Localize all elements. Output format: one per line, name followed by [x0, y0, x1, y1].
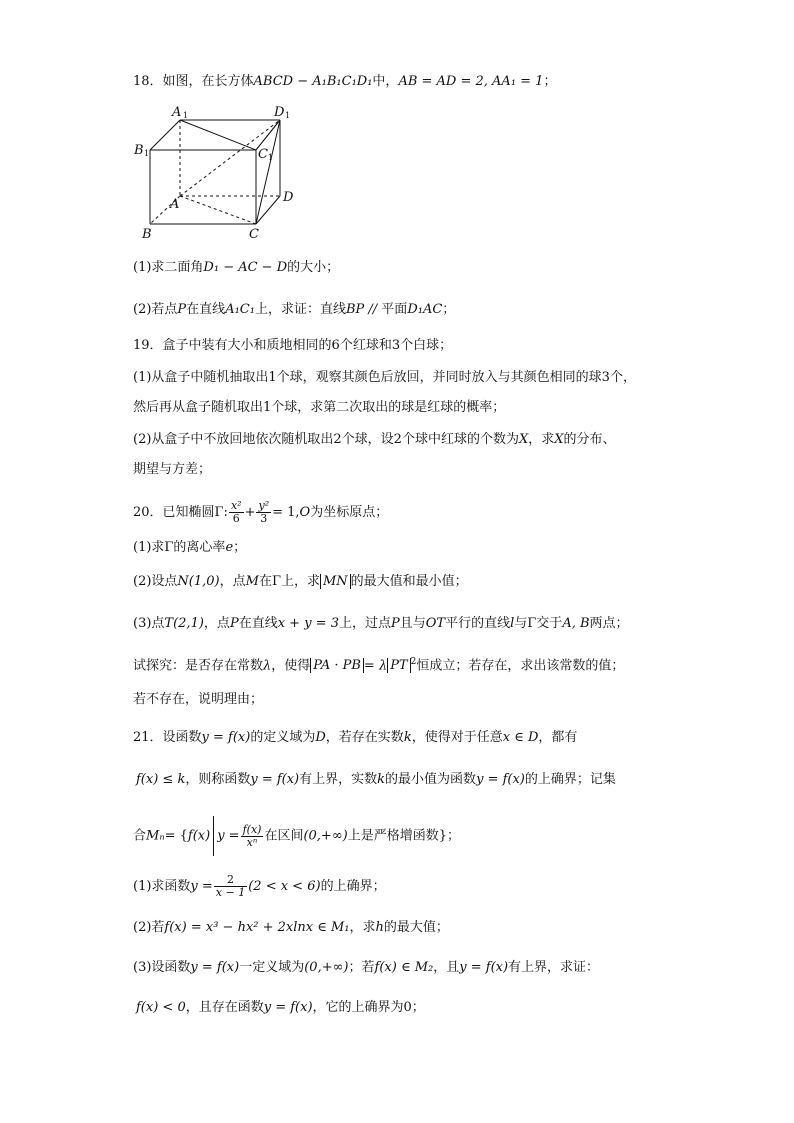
q20-part3b: 试探究：是否存在常数λ，使得 PA · PB = λ PT $^2$恒成立；若存在，求出该常数的值；	[133, 657, 625, 674]
label-B1-sub: 1	[144, 149, 150, 158]
q19-part1-line2: 然后再从盒子随机取出1个球，求第二次取出的球是红球的概率；	[133, 400, 506, 415]
label-B1: B	[134, 143, 144, 158]
label-A1: A	[172, 105, 182, 120]
label-D1-sub: 1	[285, 111, 291, 120]
q21-part1: (1)求函数y = $\frac{2}{x - 1}$ (2 < x < 6)的上确界；	[133, 873, 386, 899]
q20-stem: 20．已知椭圆Γ: $\frac{\text{x²}}{6}$ + $\frac{\text{y²}}{3}$ = 1,O为坐标原点；	[133, 499, 389, 525]
q20-part1: (1)求Γ的离心率e；	[133, 540, 247, 555]
q18-part1: (1)求二面角D₁ − AC − D的大小；	[133, 260, 340, 275]
q19-part2-line2: 期望与方差；	[133, 462, 212, 477]
label-B: B	[142, 227, 152, 242]
q21-stem-line2: f(x) ≤ k，则称函数y = f(x)有上界，实数k的最小值为函数y = f(x)的上确界；记集	[136, 772, 616, 787]
label-C: C	[249, 227, 259, 242]
q21-part3b: f(x) < 0，且存在函数y = f(x)，它的上确界为0；	[136, 1000, 425, 1015]
label-A: A	[170, 197, 180, 212]
q21-part3: (3)设函数y = f(x)一定义域为(0,+∞)；若f(x) ∈ M₂，且y = f(x)有上界，求证：	[133, 960, 600, 975]
q21-part2: (2)若f(x) = x³ − hx² + 2xlnx ∈ M₁，求h的最大值；	[133, 920, 449, 935]
q19-part2-line1: (2)从盒子中不放回地依次随机取出2个球，设2个球中红球的个数为X，求X的分布、	[133, 432, 616, 447]
label-C1: C	[258, 147, 268, 162]
q20-part3: (3)点T(2,1)，点P在直线x + y = 3上，过点P且与OT平行的直线l与Γ交于A, B两点；	[133, 616, 629, 631]
q20-part2: (2)设点N(1,0)，点M在Γ上，求 MN 的最大值和最小值；	[133, 574, 468, 589]
q19-part1-line1: (1)从盒子中随机抽取出1个球，观察其颜色后放回，并同时放入与其颜色相同的球3个，	[133, 370, 636, 385]
q19-stem: 19．盒子中装有大小和质地相同的6个红球和3个白球；	[133, 338, 453, 353]
q18-stem: 18．如图，在长方体ABCD − A₁B₁C₁D₁中，AB = AD = 2, AA₁ = 1；	[133, 74, 557, 89]
q21-stem-line3: 合Mₙ= {f(x) y = $\frac{f(x)}{\text{xⁿ}}$ 在区间(0,+∞)上是严格增函数}；	[133, 816, 460, 857]
q18-part2: (2)若点P在直线A₁C₁上，求证：直线BP // 平面D₁AC；	[133, 302, 456, 317]
q21-stem-line1: 21．设函数y = f(x)的定义域为D，若存在实数k，使得对于任意x ∈ D，都有	[133, 730, 578, 745]
q18-cuboid-figure	[128, 104, 308, 244]
label-A1-sub: 1	[183, 111, 189, 120]
label-C1-sub: 1	[268, 153, 274, 162]
label-D1: D	[274, 105, 285, 120]
label-D: D	[283, 190, 294, 205]
q20-part3c: 若不存在，说明理由；	[133, 692, 264, 707]
